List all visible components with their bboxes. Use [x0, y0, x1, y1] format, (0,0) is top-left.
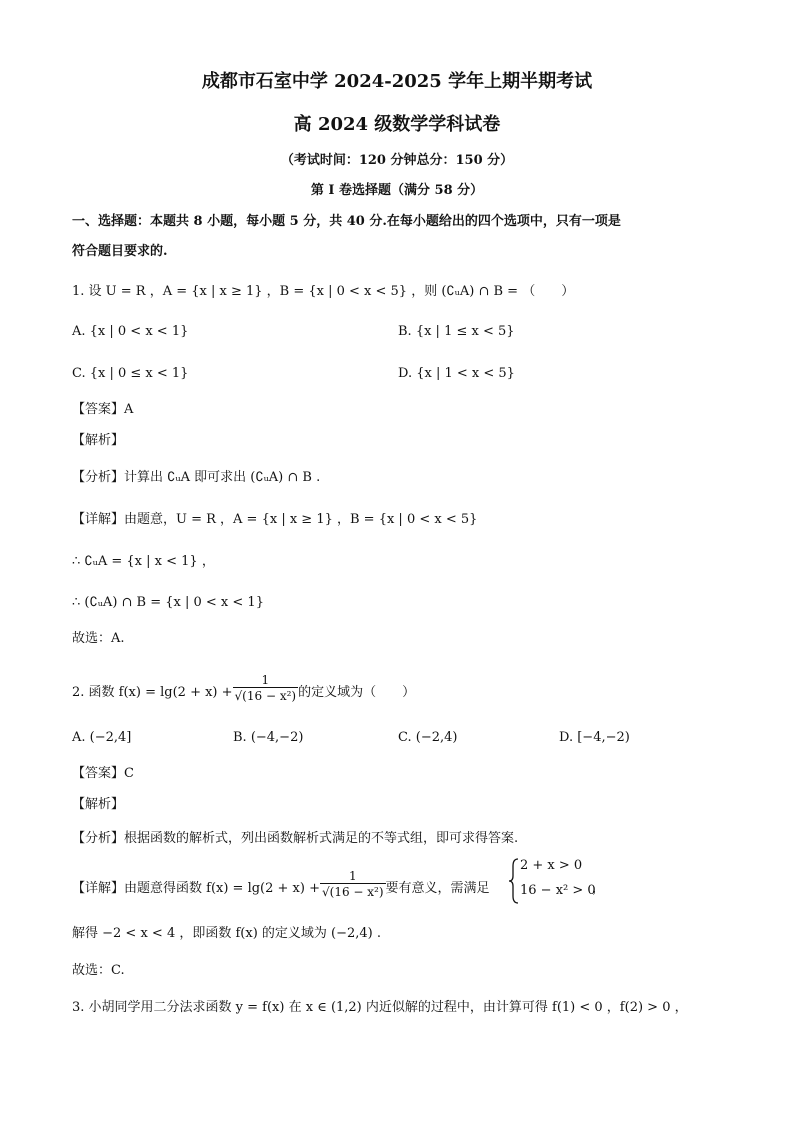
q2-stem-suffix: 的定义域为（ ）: [298, 685, 416, 700]
q1-option-d: D. {x | 1 < x < 5}: [398, 366, 515, 381]
q2-detail: [72, 869, 490, 904]
q2-detail-frac-num: 1: [348, 869, 357, 883]
part1-intro-line1: 一、选择题：本题共 8 小题，每小题 5 分，共 40 分.在每小题给出的四个选项中，只有一项是: [72, 214, 621, 229]
q2-detail-fraction: [320, 869, 386, 900]
q2-analysis: 【分析】根据函数的解析式，列出函数解析式满足的不等式组，即可求得答案.: [72, 831, 519, 846]
q2-option-d: D. [−4,−2): [559, 730, 630, 745]
q1-stem: 1. 设 U = R ，A = {x | x ≥ 1} ，B = {x | 0 < x < 5} ，则 (∁ᵤA) ∩ B = （ ）: [72, 284, 575, 299]
q1-step1: ∴ ∁ᵤA = {x | x < 1} ，: [72, 554, 215, 569]
q2-sys-line2: 16 − x² > 0: [520, 883, 596, 898]
q1-jiexi: 【解析】: [72, 433, 125, 448]
q1-step2: ∴ (∁ᵤA) ∩ B = {x | 0 < x < 1}: [72, 595, 264, 610]
q2-jiexi: 【解析】: [72, 797, 125, 812]
q2-stem: [72, 673, 416, 708]
q2-solve: 解得 −2 < x < 4 ，即函数 f(x) 的定义域为 (−2,4) .: [72, 926, 382, 941]
section-title: 第 I 卷选择题（满分 58 分）: [310, 183, 484, 198]
q2-detail-prefix: 【详解】由题意得函数 f(x) = lg(2 + x) +: [72, 881, 320, 896]
q2-stem-prefix: 2. 函数 f(x) = lg(2 + x) +: [72, 685, 233, 700]
q2-choice: 故选：C.: [72, 963, 125, 978]
q2-sys-comma: ，: [592, 881, 606, 896]
q2-frac-den: √(16 − x²): [234, 689, 297, 703]
q1-choice: 故选：A.: [72, 631, 125, 646]
exam-title: 成都市石室中学 2024-2025 学年上期半期考试: [201, 71, 593, 92]
q2-fraction: [233, 673, 299, 704]
exam-subtitle: 高 2024 级数学学科试卷: [293, 114, 501, 135]
left-brace: [508, 858, 520, 904]
part1-intro-line2: 符合题目要求的.: [72, 244, 168, 259]
q2-answer: 【答案】C: [72, 766, 134, 781]
q1-option-a: A. {x | 0 < x < 1}: [72, 324, 189, 339]
q2-sys-line1: 2 + x > 0: [520, 858, 583, 873]
q1-detail: 【详解】由题意，U = R ，A = {x | x ≥ 1} ，B = {x | 0 < x < 5}: [72, 512, 478, 527]
q1-answer: 【答案】A: [72, 402, 134, 417]
q2-detail-suffix: 要有意义，需满足: [385, 881, 490, 896]
q1-analysis: 【分析】计算出 ∁ᵤA 即可求出 (∁ᵤA) ∩ B .: [72, 470, 321, 485]
q2-option-a: A. (−2,4]: [72, 730, 132, 745]
q1-option-c: C. {x | 0 ≤ x < 1}: [72, 366, 189, 381]
q2-option-b: B. (−4,−2): [233, 730, 304, 745]
q2-option-c: C. (−2,4): [398, 730, 458, 745]
exam-info: （考试时间：120 分钟总分：150 分）: [280, 153, 514, 168]
q2-detail-frac-den: √(16 − x²): [321, 885, 384, 899]
q1-option-b: B. {x | 1 ≤ x < 5}: [398, 324, 515, 339]
q2-frac-num: 1: [261, 673, 270, 687]
q3-stem: 3. 小胡同学用二分法求函数 y = f(x) 在 x ∈ (1,2) 内近似解的过程中，由计算可得 f(1) < 0 ，f(2) > 0 ，: [72, 1000, 688, 1015]
